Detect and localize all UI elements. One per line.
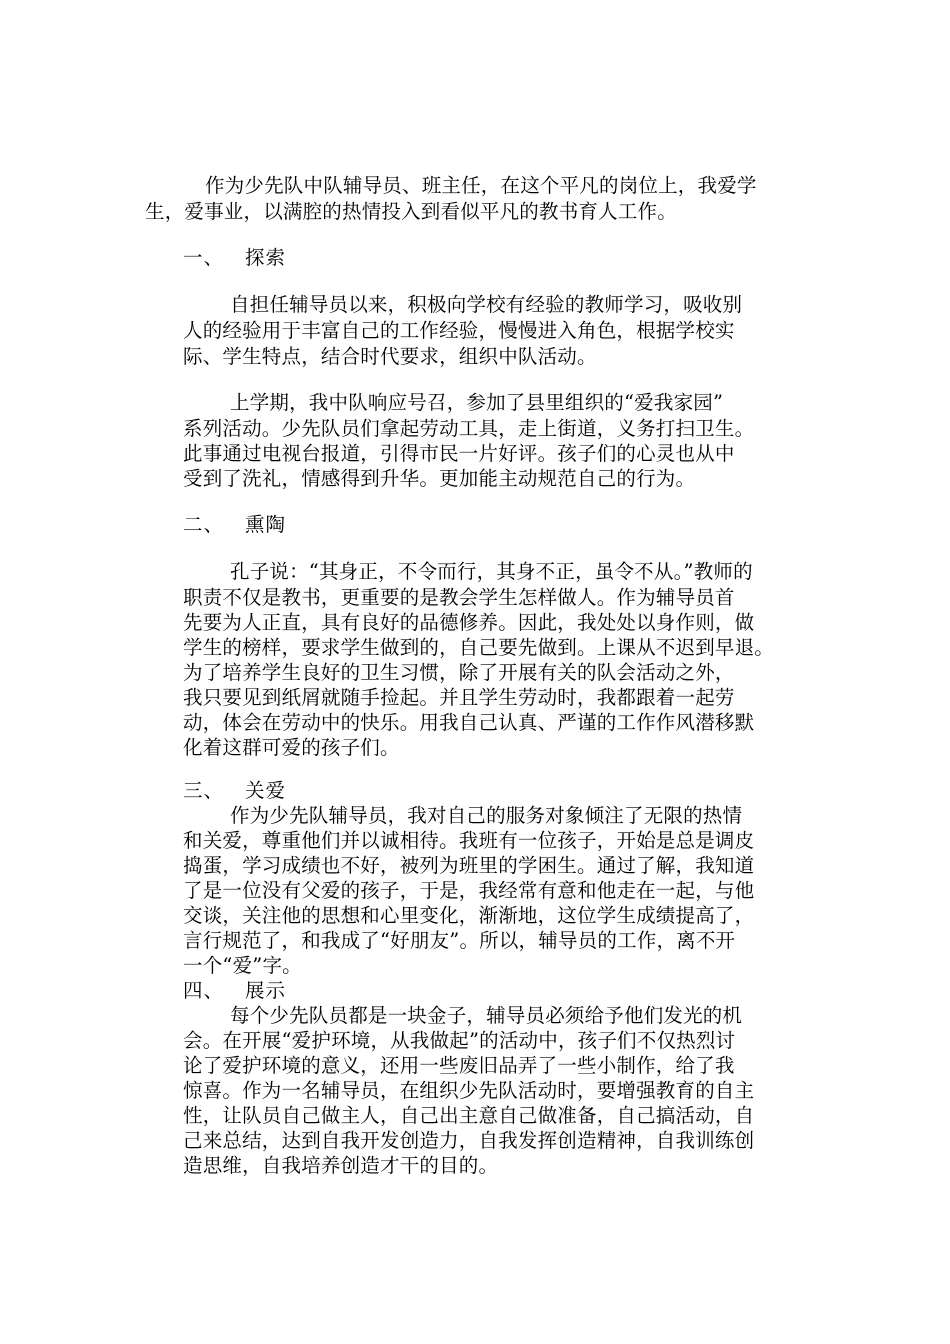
paragraph-line: 捣蛋，学习成绩也不好，被列为班里的学困生。通过了解，我知道 bbox=[183, 854, 755, 877]
section-number: 一、 bbox=[183, 246, 225, 269]
paragraph-line: 化着这群可爱的孩子们。 bbox=[183, 736, 400, 759]
paragraph-line: 自担任辅导员以来，积极向学校有经验的教师学习，吸收别 bbox=[230, 293, 743, 316]
section-number: 二、 bbox=[183, 513, 225, 536]
paragraph-line: 一个“爱”字。 bbox=[183, 954, 302, 977]
section-title: 展示 bbox=[245, 979, 287, 1002]
section-heading-explore bbox=[183, 245, 286, 271]
paragraph-line: 孔子说：“其身正，不令而行，其身不正，虽令不从。”教师的 bbox=[230, 560, 753, 583]
paragraph-line: 和关爱，尊重他们并以诚相待。我班有一位孩子，开始是总是调皮 bbox=[183, 829, 755, 852]
section-heading-nurture bbox=[183, 512, 286, 538]
intro-line-1: 作为少先队中队辅导员、班主任，在这个平凡的岗位上，我爱学 bbox=[205, 174, 757, 197]
paragraph-line: 职责不仅是教书，更重要的是教会学生怎样做人。作为辅导员首 bbox=[183, 586, 735, 609]
paragraph-line: 动，体会在劳动中的快乐。用我自己认真、严谨的工作作风潜移默 bbox=[183, 711, 755, 734]
paragraph-line: 为了培养学生良好的卫生习惯，除了开展有关的队会活动之外， bbox=[183, 661, 735, 684]
section-heading-showcase bbox=[183, 978, 286, 1004]
paragraph-line: 人的经验用于丰富自己的工作经验，慢慢进入角色，根据学校实 bbox=[183, 319, 735, 342]
paragraph-line: 性，让队员自己做主人，自己出主意自己做准备，自己搞活动，自 bbox=[183, 1104, 755, 1127]
paragraph-line: 了是一位没有父爱的孩子，于是，我经常有意和他走在一起，与他 bbox=[183, 879, 755, 902]
paragraph-line: 言行规范了，和我成了“好朋友”。所以，辅导员的工作，离不开 bbox=[183, 929, 736, 952]
paragraph-line: 造思维，自我培养创造才干的目的。 bbox=[183, 1154, 499, 1177]
paragraph-line: 论了爱护环境的意义，还用一些废旧品弄了一些小制作，给了我 bbox=[183, 1054, 735, 1077]
paragraph-line: 会。在开展“爱护环境，从我做起”的活动中，孩子们不仅热烈讨 bbox=[183, 1029, 736, 1052]
paragraph-line: 际、学生特点，结合时代要求，组织中队活动。 bbox=[183, 345, 597, 368]
paragraph-line: 我只要见到纸屑就随手捡起。并且学生劳动时，我都跟着一起劳 bbox=[183, 686, 735, 709]
section-number: 三、 bbox=[183, 779, 225, 802]
paragraph-line: 先要为人正直，具有良好的品德修养。因此，我处处以身作则，做 bbox=[183, 611, 755, 634]
section-number: 四、 bbox=[183, 979, 225, 1002]
paragraph-line: 己来总结，达到自我开发创造力，自我发挥创造精神，自我训练创 bbox=[183, 1129, 755, 1152]
paragraph-line: 学生的榜样，要求学生做到的，自己要先做到。上课从不迟到早退。 bbox=[183, 636, 775, 659]
section-heading-care bbox=[183, 778, 286, 804]
paragraph-line: 惊喜。作为一名辅导员，在组织少先队活动时，要增强教育的自主 bbox=[183, 1079, 755, 1102]
paragraph-line: 作为少先队辅导员，我对自己的服务对象倾注了无限的热情 bbox=[230, 804, 743, 827]
paragraph-line: 上学期，我中队响应号召，参加了县里组织的“爱我家园” bbox=[230, 391, 724, 414]
paragraph-line: 受到了洗礼，情感得到升华。更加能主动规范自己的行为。 bbox=[183, 467, 696, 490]
section-title: 探索 bbox=[245, 246, 287, 269]
paragraph-line: 每个少先队员都是一块金子，辅导员必须给予他们发光的机 bbox=[230, 1004, 743, 1027]
paragraph-line: 此事通过电视台报道，引得市民一片好评。孩子们的心灵也从中 bbox=[183, 442, 735, 465]
paragraph-line: 交谈，关注他的思想和心里变化，渐渐地，这位学生成绩提高了， bbox=[183, 904, 755, 927]
section-title: 关爱 bbox=[245, 779, 287, 802]
section-title: 熏陶 bbox=[245, 513, 287, 536]
intro-line-2: 生，爱事业，以满腔的热情投入到看似平凡的教书育人工作。 bbox=[145, 200, 677, 223]
paragraph-line: 系列活动。少先队员们拿起劳动工具，走上街道，义务打扫卫生。 bbox=[183, 417, 755, 440]
